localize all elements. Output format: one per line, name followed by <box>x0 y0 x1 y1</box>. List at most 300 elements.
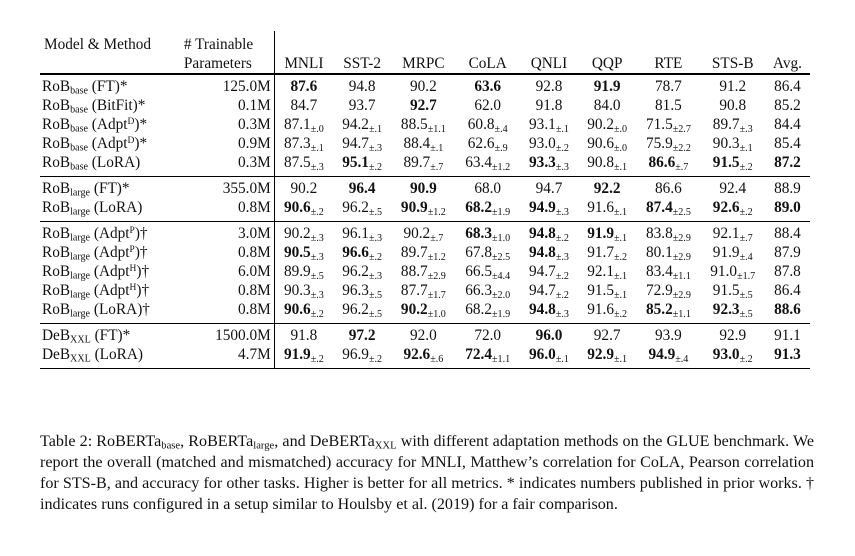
score-cell <box>520 243 578 262</box>
adapter-prefix: (Adpt <box>90 282 130 299</box>
score-value: 81.5 <box>655 97 682 114</box>
score-cell <box>520 153 578 177</box>
score-value: 92.8 <box>535 78 563 95</box>
score-value: 89.0 <box>774 199 801 216</box>
score-error: ±2.5 <box>492 252 511 264</box>
score-value: 92.6 <box>403 346 431 363</box>
score-cell <box>636 134 700 153</box>
score-value: 75.9 <box>645 135 673 152</box>
score-error: ±.3 <box>555 252 569 264</box>
score-error: ±.3 <box>368 233 383 245</box>
score-cell <box>701 74 765 96</box>
score-value: 66.5 <box>465 263 493 280</box>
score-value: 91.1 <box>774 327 801 344</box>
score-error: ±2.9 <box>672 233 691 245</box>
score-value: 87.1 <box>283 116 311 133</box>
score-value: 94.8 <box>529 225 556 242</box>
score-cell <box>765 345 810 369</box>
trainable-params-cell: 0.3M <box>181 153 274 177</box>
score-error: ±2.7 <box>672 124 691 136</box>
score-value: 94.2 <box>342 116 369 133</box>
score-error: ±.3 <box>310 162 324 174</box>
score-error: ±.9 <box>494 143 508 155</box>
score-value: 91.0 <box>710 263 738 280</box>
score-value: 87.5 <box>283 154 311 171</box>
score-value: 68.3 <box>465 225 493 242</box>
score-error: ±.2 <box>368 162 383 174</box>
score-cell <box>636 153 700 177</box>
method-suffix: )* <box>134 116 148 133</box>
score-error: ±2.5 <box>672 207 691 219</box>
task-header: CoLA <box>468 55 507 72</box>
score-cell <box>456 115 520 134</box>
score-cell <box>578 281 636 300</box>
score-cell <box>520 198 578 222</box>
score-error: ±1.1 <box>427 124 446 136</box>
score-value: 87.3 <box>283 135 311 152</box>
adapter-prefix: (Adpt <box>90 263 130 280</box>
score-value: 89.7 <box>403 154 431 171</box>
adapter-prefix: (Adpt <box>90 225 130 242</box>
model-base-name: RoB <box>42 116 71 133</box>
model-method-cell <box>40 222 181 244</box>
score-cell <box>333 115 391 134</box>
score-cell <box>274 243 333 262</box>
score-error: ±1.9 <box>492 207 511 219</box>
score-cell <box>333 300 391 324</box>
score-cell <box>456 153 520 177</box>
score-value: 87.2 <box>774 154 801 171</box>
score-cell <box>701 222 765 244</box>
table-row <box>40 222 810 244</box>
score-error: ±2.9 <box>672 290 691 302</box>
score-value: 96.0 <box>535 327 563 344</box>
score-cell <box>578 262 636 281</box>
score-error: ±.2 <box>368 252 383 264</box>
score-value: 87.9 <box>774 244 801 261</box>
score-value: 90.6 <box>283 301 311 318</box>
method-suffix: )† <box>136 263 150 280</box>
table-row <box>40 300 810 324</box>
method-suffix: )† <box>134 244 148 261</box>
model-method-cell <box>40 345 181 369</box>
score-cell <box>701 324 765 346</box>
score-cell <box>636 281 700 300</box>
score-cell <box>578 153 636 177</box>
score-error: ±.5 <box>368 309 383 321</box>
model-base-name: DeB <box>42 346 71 363</box>
score-error: ±.3 <box>555 162 569 174</box>
score-value: 95.1 <box>342 154 369 171</box>
task-header: STS-B <box>711 55 754 72</box>
score-cell <box>701 177 765 199</box>
score-cell <box>456 134 520 153</box>
score-error: ±.7 <box>430 162 444 174</box>
score-value: 90.2 <box>587 116 614 133</box>
score-value: 88.4 <box>403 135 431 152</box>
score-value: 91.7 <box>587 244 614 261</box>
score-error: ±.2 <box>368 354 383 366</box>
score-cell <box>578 324 636 346</box>
score-error: ±1.0 <box>427 309 446 321</box>
score-cell <box>765 74 810 96</box>
score-error: ±.1 <box>614 271 628 283</box>
table-row <box>40 96 810 115</box>
score-error: ±.3 <box>310 252 324 264</box>
model-base-name: RoB <box>42 180 71 197</box>
score-cell <box>701 115 765 134</box>
score-value: 78.7 <box>655 78 682 95</box>
score-cell <box>520 96 578 115</box>
model-size-subscript: large <box>70 308 91 320</box>
score-value: 86.4 <box>774 282 801 299</box>
task-header: RTE <box>654 55 683 72</box>
score-value: 90.3 <box>283 282 311 299</box>
score-cell <box>391 177 455 199</box>
model-method-cell <box>40 324 181 346</box>
score-cell <box>456 345 520 369</box>
score-cell <box>274 153 333 177</box>
model-base-name: RoB <box>42 263 71 280</box>
score-cell <box>333 153 391 177</box>
score-value: 92.7 <box>409 97 437 114</box>
score-value: 93.9 <box>655 327 682 344</box>
score-value: 91.9 <box>587 225 614 242</box>
score-value: 93.0 <box>529 135 556 152</box>
score-cell <box>391 281 455 300</box>
method-suffix: (LoRA) <box>90 346 144 363</box>
score-value: 66.3 <box>465 282 493 299</box>
score-error: ±.0 <box>614 143 628 155</box>
score-error: ±.3 <box>310 290 324 302</box>
score-cell <box>456 96 520 115</box>
score-cell <box>333 74 391 96</box>
adapter-type-superscript: D <box>127 116 135 127</box>
model-base-name: RoB <box>42 199 71 216</box>
score-value: 71.5 <box>645 116 673 133</box>
score-cell <box>636 262 700 281</box>
score-value: 91.3 <box>774 346 801 363</box>
params-header-line1: # Trainable <box>181 31 274 54</box>
score-error: ±.7 <box>739 233 753 245</box>
model-base-name: RoB <box>42 282 71 299</box>
score-cell <box>765 324 810 346</box>
score-error: ±1.1 <box>672 309 691 321</box>
score-value: 94.7 <box>529 282 556 299</box>
table-row <box>40 134 810 153</box>
score-cell <box>274 74 333 96</box>
score-cell <box>636 198 700 222</box>
score-error: ±.1 <box>430 143 444 155</box>
table-row <box>40 177 810 199</box>
score-error: ±.1 <box>555 124 569 136</box>
score-error: ±1.7 <box>427 290 446 302</box>
score-value: 83.4 <box>645 263 673 280</box>
score-cell <box>391 153 455 177</box>
score-error: ±.2 <box>614 252 628 264</box>
score-cell <box>578 222 636 244</box>
model-base-name: RoB <box>42 78 71 95</box>
score-cell <box>274 281 333 300</box>
score-cell <box>701 300 765 324</box>
table-row <box>40 345 810 369</box>
score-cell <box>765 281 810 300</box>
score-cell <box>391 262 455 281</box>
score-error: ±.5 <box>368 290 383 302</box>
score-value: 94.7 <box>529 263 556 280</box>
score-value: 94.8 <box>529 301 556 318</box>
score-cell <box>636 177 700 199</box>
score-error: ±.3 <box>739 124 753 136</box>
score-value: 94.8 <box>348 78 376 95</box>
score-cell <box>520 300 578 324</box>
trainable-params-cell: 0.1M <box>181 96 274 115</box>
score-cell <box>456 324 520 346</box>
score-cell <box>578 74 636 96</box>
score-value: 60.8 <box>467 116 495 133</box>
caption-sub-large: large <box>253 440 275 452</box>
adapter-type-superscript: H <box>129 282 137 293</box>
model-size-subscript: XXL <box>70 334 91 346</box>
score-cell <box>701 198 765 222</box>
score-cell <box>333 262 391 281</box>
model-size-subscript: large <box>70 232 91 244</box>
score-value: 62.0 <box>474 97 502 114</box>
score-value: 92.2 <box>593 180 621 197</box>
score-value: 90.2 <box>283 225 311 242</box>
score-value: 93.3 <box>529 154 556 171</box>
score-error: ±.2 <box>739 354 753 366</box>
score-cell <box>391 324 455 346</box>
score-cell <box>701 281 765 300</box>
score-cell <box>636 345 700 369</box>
score-error: ±1.2 <box>427 207 446 219</box>
score-value: 90.9 <box>400 199 428 216</box>
method-suffix: )† <box>134 225 148 242</box>
score-error: ±2.9 <box>672 252 691 264</box>
score-cell <box>456 177 520 199</box>
model-size-subscript: large <box>70 251 91 263</box>
task-header: MNLI <box>284 55 324 72</box>
model-size-subscript: XXL <box>70 353 91 365</box>
score-value: 86.4 <box>774 78 801 95</box>
table-row <box>40 324 810 346</box>
score-error: ±.3 <box>368 143 383 155</box>
model-method-cell <box>40 153 181 177</box>
score-cell <box>765 262 810 281</box>
score-error: ±.2 <box>555 271 569 283</box>
trainable-params-cell: 0.8M <box>181 198 274 222</box>
model-size-subscript: large <box>70 270 91 282</box>
score-value: 96.4 <box>348 180 376 197</box>
score-value: 96.2 <box>342 301 369 318</box>
model-method-cell <box>40 74 181 96</box>
score-cell <box>578 115 636 134</box>
score-value: 93.7 <box>348 97 376 114</box>
trainable-params-cell: 0.8M <box>181 243 274 262</box>
score-error: ±.2 <box>739 207 753 219</box>
score-error: ±.4 <box>675 354 689 366</box>
score-value: 68.2 <box>465 301 493 318</box>
task-header: SST-2 <box>343 55 381 72</box>
score-value: 89.9 <box>283 263 311 280</box>
score-value: 96.0 <box>529 346 556 363</box>
score-value: 88.6 <box>774 301 801 318</box>
score-value: 88.4 <box>774 225 801 242</box>
score-cell <box>274 96 333 115</box>
caption-rest: with different adaptation methods on the GLUE benchmark. We report the overall (matched and mismatched) accuracy for MNLI, Matthew’s correlation for CoLA, Pearson correlation for STS-B, and accuracy for other tasks. Higher is better for all metrics. * indicates numbers published in prior works. † indicates runs configured in a setup similar to Houlsby et al. (2019) for a fair comparison. <box>40 433 814 513</box>
score-cell <box>520 74 578 96</box>
model-method-cell <box>40 177 181 199</box>
score-value: 94.7 <box>342 135 369 152</box>
adapter-type-superscript: P <box>129 244 135 255</box>
score-error: ±1.1 <box>672 271 691 283</box>
score-value: 91.6 <box>587 199 614 216</box>
model-size-subscript: base <box>70 161 88 173</box>
score-error: ±.1 <box>310 143 324 155</box>
score-cell <box>333 324 391 346</box>
score-value: 91.6 <box>587 301 614 318</box>
score-cell <box>274 115 333 134</box>
score-error: ±.1 <box>614 233 628 245</box>
adapter-type-superscript: D <box>127 135 135 146</box>
score-cell <box>274 222 333 244</box>
score-cell <box>520 281 578 300</box>
model-method-cell <box>40 96 181 115</box>
score-cell <box>520 222 578 244</box>
trainable-params-cell: 1500.0M <box>181 324 274 346</box>
score-value: 90.6 <box>283 199 311 216</box>
score-value: 92.9 <box>719 327 747 344</box>
score-error: ±.2 <box>739 162 753 174</box>
table-row <box>40 153 810 177</box>
model-method-cell <box>40 243 181 262</box>
score-value: 68.0 <box>474 180 502 197</box>
score-value: 91.5 <box>712 154 740 171</box>
score-error: ±.1 <box>614 207 628 219</box>
table-row <box>40 74 810 96</box>
task-header: MRPC <box>402 55 445 72</box>
model-method-cell <box>40 115 181 134</box>
method-suffix: (FT)* <box>90 327 131 344</box>
table-row <box>40 262 810 281</box>
method-suffix: )* <box>134 135 148 152</box>
score-value: 83.8 <box>645 225 673 242</box>
score-cell <box>701 134 765 153</box>
score-error: ±1.2 <box>427 252 446 264</box>
score-cell <box>274 177 333 199</box>
score-value: 62.6 <box>467 135 495 152</box>
model-base-name: RoB <box>42 135 71 152</box>
score-cell <box>391 198 455 222</box>
score-error: ±.0 <box>310 124 324 136</box>
adapter-prefix: (Adpt <box>90 244 130 261</box>
params-header-line2: Parameters <box>181 54 274 74</box>
score-error: ±.2 <box>310 354 324 366</box>
model-size-subscript: base <box>70 104 88 116</box>
model-method-cell <box>40 281 181 300</box>
adapter-prefix: (Adpt <box>87 116 128 133</box>
score-value: 72.9 <box>645 282 673 299</box>
trainable-params-cell: 125.0M <box>181 74 274 96</box>
trainable-params-cell: 355.0M <box>181 177 274 199</box>
model-method-cell <box>40 134 181 153</box>
score-value: 94.8 <box>529 244 556 261</box>
score-cell <box>456 222 520 244</box>
score-value: 88.9 <box>774 180 801 197</box>
table-row <box>40 243 810 262</box>
score-error: ±.1 <box>614 162 628 174</box>
score-cell <box>274 300 333 324</box>
results-table <box>40 31 810 369</box>
score-cell <box>391 300 455 324</box>
score-error: ±.1 <box>368 124 383 136</box>
score-cell <box>391 74 455 96</box>
score-cell <box>456 243 520 262</box>
score-cell <box>520 262 578 281</box>
score-error: ±.1 <box>739 143 753 155</box>
score-cell <box>578 96 636 115</box>
trainable-params-cell: 0.3M <box>181 115 274 134</box>
score-value: 90.2 <box>403 225 431 242</box>
model-base-name: RoB <box>42 154 71 171</box>
score-error: ±.2 <box>555 233 569 245</box>
score-cell <box>456 262 520 281</box>
score-value: 96.9 <box>342 346 369 363</box>
score-cell <box>333 345 391 369</box>
task-header: QQP <box>591 55 623 72</box>
score-cell <box>765 222 810 244</box>
score-value: 90.2 <box>400 301 428 318</box>
score-cell <box>391 222 455 244</box>
model-size-subscript: large <box>70 187 91 199</box>
method-suffix: )† <box>136 282 150 299</box>
score-value: 91.5 <box>712 282 740 299</box>
score-cell <box>333 198 391 222</box>
score-error: ±1.7 <box>737 271 756 283</box>
score-value: 94.9 <box>648 346 676 363</box>
score-value: 88.5 <box>400 116 428 133</box>
score-value: 90.3 <box>712 135 740 152</box>
score-value: 87.8 <box>774 263 801 280</box>
score-error: ±1.2 <box>492 162 511 174</box>
score-cell <box>391 134 455 153</box>
caption-mid2: , and DeBERTa <box>274 433 375 450</box>
score-value: 94.9 <box>529 199 556 216</box>
table-row <box>40 115 810 134</box>
score-value: 80.1 <box>645 244 673 261</box>
trainable-params-cell: 6.0M <box>181 262 274 281</box>
score-cell <box>765 198 810 222</box>
score-error: ±.3 <box>368 271 383 283</box>
score-value: 90.9 <box>409 180 437 197</box>
score-value: 92.1 <box>587 263 614 280</box>
score-value: 87.4 <box>645 199 673 216</box>
score-cell <box>701 243 765 262</box>
table-row <box>40 281 810 300</box>
model-size-subscript: base <box>70 142 88 154</box>
method-suffix: (BitFit)* <box>87 97 146 114</box>
score-cell <box>391 96 455 115</box>
score-value: 94.7 <box>535 180 563 197</box>
score-value: 92.1 <box>712 225 740 242</box>
score-cell <box>274 262 333 281</box>
score-error: ±.2 <box>555 143 569 155</box>
score-cell <box>765 177 810 199</box>
score-error: ±.4 <box>494 124 508 136</box>
score-value: 89.7 <box>400 244 428 261</box>
score-value: 93.0 <box>712 346 740 363</box>
